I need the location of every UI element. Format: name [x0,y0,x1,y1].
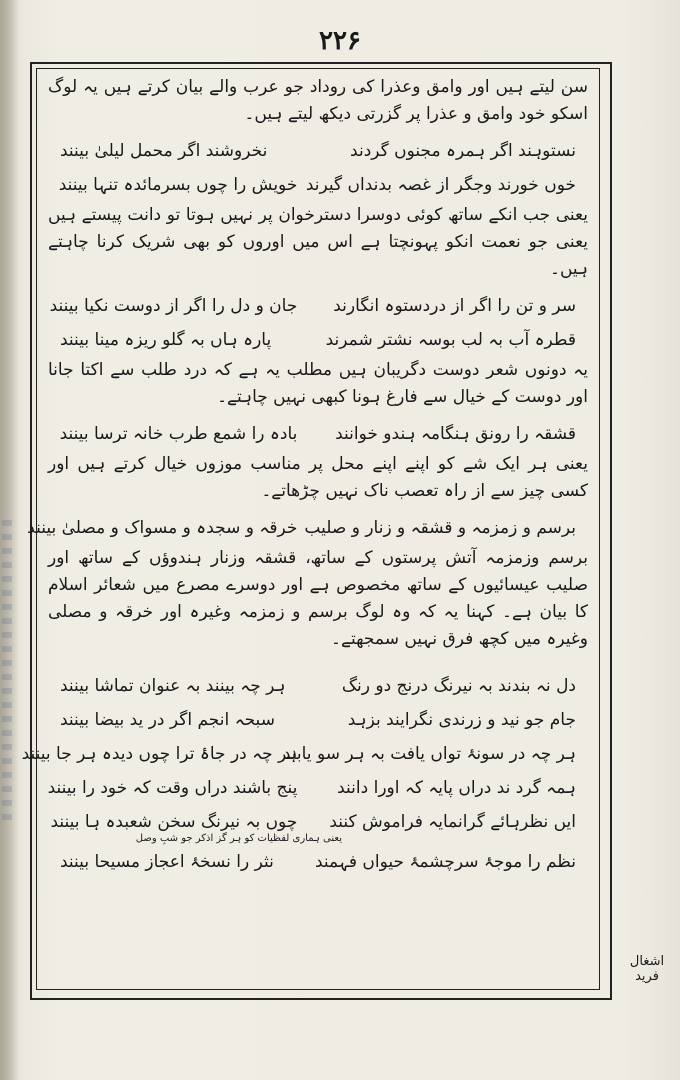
paragraph: برسم وزمزمہ آتش پرستوں کے ساتھ، قشقہ وزنار ہندوؤں کے ساتھ اور صلیب عیسائیوں کے ساتھ مخصوص ہے اور دوسرے مصرع میں شعائر اسلام کا بیان ہے۔ کہنا یہ کہ وہ لوگ برسم و زمزمہ وغیرہ اور خرقہ و مصلی وغیرہ میں کچھ فرق نہیں سمجھتے۔ [48,548,588,649]
couplet-second-line: نثر را نسخۂ اعجاز مسیحا بینند [60,852,274,872]
couplet [44,168,592,202]
couplet [27,511,592,545]
couplet-second-line: چوں بہ نیرنگ سخن شعبدہ ہا بینند [50,812,298,832]
couplet-second-line: ہر چہ بینند بہ عنوان تماشا بینند [60,676,286,696]
couplet [44,703,592,737]
paragraph: یعنی ہر ایک شے کو اپنے اپنے محل پر مناسب موزوں خیال کرتے ہیں اور کسی چیز سے از راہ تعصب ناک نہیں چڑھاتے۔ [48,454,588,501]
spine-mark [2,520,12,820]
couplet-first-line: سر و تن را اگر از دردستوہ انگارند [333,296,576,316]
couplet-second-line: پارہ ہاں بہ گلو ریزہ مینا بینند [60,330,272,350]
couplet-first-line: نظم را موجۂ سرچشمۂ حیواں فہمند [315,852,576,872]
page-content [21,74,592,984]
paragraph: یہ دونوں شعر دوست دگریبان ہیں مطلب یہ ہے کہ درد طلب سے اکتا جانا اور دوست کے خیال سے فارغ ہونا کبھی نہیں چاہتے۔ [48,360,588,407]
interlinear-note: یعنی ہماری لفظیات کو ہر گز اذکر جو شبِ وصل [135,833,342,844]
couplet [44,669,592,703]
couplet [44,134,592,168]
couplet-first-line: قشقہ را رونق ہنگامہ ہندو خوانند [335,424,576,444]
couplet-second-line: خویش را چوں بسرمائدہ تنہا بینند [58,175,298,195]
couplet-second-line: پنج باشند دراں وقت کہ خود را بینند [47,778,298,798]
couplet-second-line: جان و دل را اگر از دوست نکیا بینند [49,296,298,316]
couplet-first-line: قطرہ آب بہ لب بوسہ نشتر شمرند [325,330,576,350]
couplet [44,771,592,805]
couplet [44,845,592,879]
couplet-first-line: ایں نظرہائے گرانمایہ فراموش کنند [329,812,576,832]
couplet-first-line: خوں خورند وجگر از غصہ بدنداں گیرند [305,175,576,195]
couplet [44,289,592,323]
couplet-second-line: ہر چہ در جاۂ ترا چوں دیدہ ہر جا بینند [21,744,298,764]
paragraph: یعنی جب انکے ساتھ کوئی دوسرا دسترخوان پر نہیں ہوتا تو دانت پیستے ہیں یعنی جو نعمت انکو پہونچتا ہے اس میں اوروں کو بھی شریک کرنا چاہتے ہیں۔ [48,205,588,279]
spacer [44,659,592,669]
couplet-first-line: برسم و زمزمہ و قشقہ و زنار و صلیب [304,518,576,538]
page-number: ۲۲۶ [319,26,361,56]
margin-note: اشغال فرید [629,954,665,984]
couplet-first-line: ہمہ گرد ند دراں پایہ کہ اورا دانند [337,778,576,798]
couplet-second-line: خرقہ و سجدہ و مسواک و مصلیٰ بینند [27,518,298,538]
couplet-second-line: بادہ را شمع طرب خانہ ترسا بینند [59,424,298,444]
couplet [21,737,592,771]
couplet-second-line: نخروشند اگر محمل لیلیٰ بینند [60,141,268,161]
couplet [44,417,592,451]
couplet-second-line: سبحہ انجم اگر در ید بیضا بینند [60,710,275,730]
paragraph: سن لیتے ہیں اور وامق وعذرا کی روداد جو عرب والے بیان کرتے ہیں یہ لوگ اسکو خود وامق و عذرا پر گزرتی دیکھ لیتے ہیں۔ [48,77,588,124]
couplet [44,323,592,357]
couplet-first-line: نستوہند اگر ہمرہ مجنوں گردند [350,141,576,161]
couplet-first-line: دل نہ بندند بہ نیرنگ درنج دو رنگ [341,676,576,696]
couplet-first-line: جام جو نید و زرندی نگرایند بزہد [347,710,576,730]
couplet-first-line: ہر چہ در سونۂ تواں یافت بہ ہر سو یابند [282,744,576,764]
